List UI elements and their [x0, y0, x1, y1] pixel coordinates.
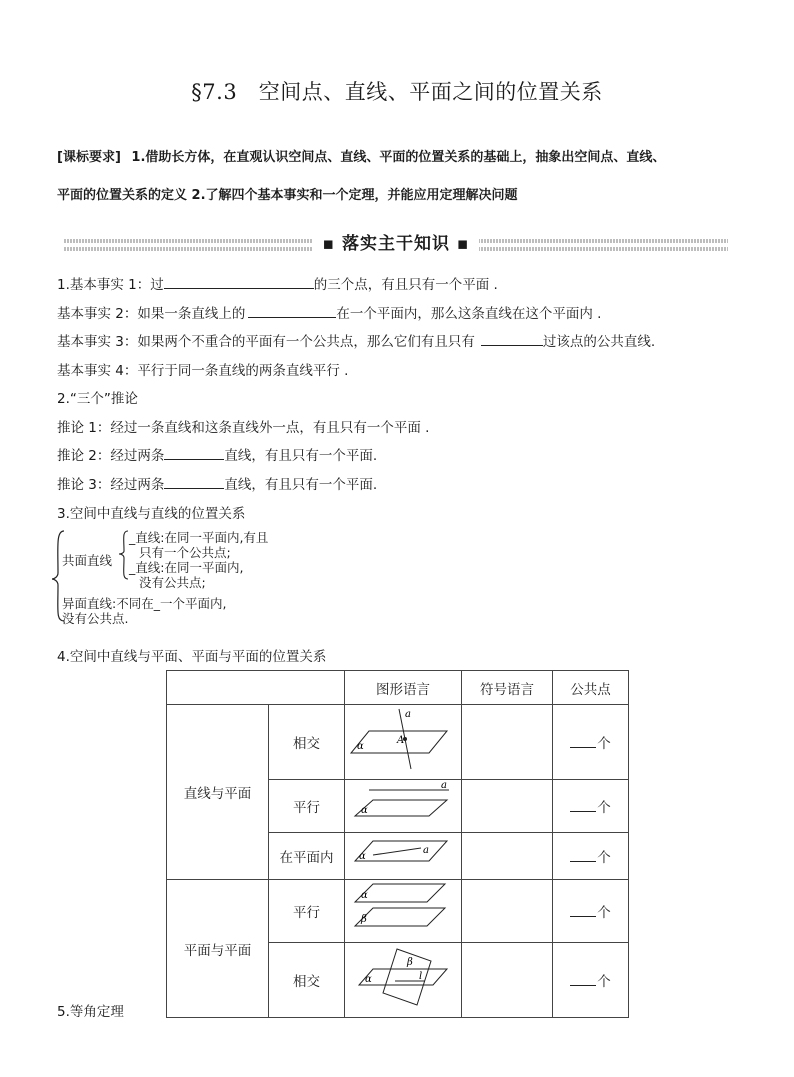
- figure-cell: [345, 880, 462, 943]
- parallel-line-2: 没有公共点;: [139, 575, 206, 590]
- corollaries-heading: 2.“三个”推论: [57, 391, 138, 407]
- parallel-line-1: _直线:在同一平面内,: [129, 560, 244, 575]
- skew-line-1: 异面直线:不同在_一个平面内,: [62, 596, 227, 611]
- table-row: [167, 880, 629, 943]
- header-common-points: 公共点: [553, 671, 629, 705]
- count-unit: 个: [597, 905, 611, 921]
- inner-brace: [119, 531, 128, 579]
- fact-3-post: 过该点的公共直线.: [542, 334, 656, 350]
- section-4-heading: 4.空间中直线与平面、平面与平面的位置关系: [57, 649, 327, 665]
- header-symbol: 符号语言: [462, 671, 553, 705]
- section-3-heading: 3.空间中直线与直线的位置关系: [57, 506, 246, 522]
- count-unit: 个: [597, 800, 611, 816]
- label-l: l: [419, 971, 423, 982]
- count-unit: 个: [597, 850, 611, 866]
- figure-cell: [345, 705, 462, 780]
- group-line-plane: 直线与平面: [167, 705, 269, 880]
- fact-1-blank[interactable]: [164, 276, 314, 289]
- count-unit: 个: [597, 736, 611, 752]
- figure-cell: [345, 833, 462, 880]
- label-alpha: α: [357, 741, 364, 752]
- line-in-plane-figure: [345, 833, 461, 875]
- corollary-3-blank[interactable]: [164, 476, 224, 489]
- corollary-2-blank[interactable]: [164, 447, 224, 460]
- page-title: §7.3 空间点、直线、平面之间的位置关系: [191, 80, 603, 104]
- label-beta: β: [361, 914, 367, 925]
- line-intersect-plane-figure: [345, 705, 461, 775]
- corollary-3: [57, 473, 377, 493]
- intersecting-line-1: _直线:在同一平面内,有且: [129, 530, 269, 545]
- requirements-line-1: [57, 146, 665, 165]
- figure-cell: [345, 780, 462, 833]
- table-row: [167, 705, 629, 780]
- row-label: 相交: [269, 705, 345, 780]
- symbol-cell[interactable]: [462, 780, 553, 833]
- fact-4: 基本事实 4：平行于同一条直线的两条直线平行 .: [57, 363, 349, 379]
- label-a: a: [405, 709, 411, 720]
- corollary-2-post: 直线，有且只有一个平面.: [224, 448, 378, 464]
- fact-2-post: 在一个平面内，那么这条直线在这个平面内 .: [336, 306, 602, 322]
- count-blank[interactable]: [570, 849, 596, 862]
- line-parallel-plane-figure: [345, 780, 461, 828]
- count-cell: [553, 780, 629, 833]
- section-band-title: 落实主干知识: [342, 234, 450, 254]
- row-label: 相交: [269, 943, 345, 1018]
- requirements-text-2: 平面的位置关系的定义 2.了解四个基本事实和一个定理，并能应用定理解决问题: [57, 188, 518, 203]
- coplanar-label: 共面直线: [62, 553, 113, 568]
- corollary-1: 推论 1：经过一条直线和这条直线外一点，有且只有一个平面 .: [57, 420, 430, 436]
- symbol-cell[interactable]: [462, 943, 553, 1018]
- symbol-cell[interactable]: [462, 705, 553, 780]
- count-blank[interactable]: [570, 735, 596, 748]
- fact-2: [57, 302, 601, 322]
- label-beta: β: [407, 957, 413, 968]
- label-alpha: α: [361, 890, 368, 901]
- fact-1-post: 的三个点，有且只有一个平面 .: [313, 277, 498, 293]
- count-unit: 个: [597, 974, 611, 990]
- label-alpha: α: [365, 974, 372, 985]
- row-label: 在平面内: [269, 833, 345, 880]
- label-A: A: [397, 735, 405, 746]
- group-plane-plane: 平面与平面: [167, 880, 269, 1018]
- section-band: ▪ 落实主干知识 ▪: [64, 229, 728, 255]
- requirements-tag: [课标要求]: [57, 150, 121, 165]
- intersecting-line-2: 只有一个公共点;: [139, 545, 231, 560]
- corollary-3-post: 直线，有且只有一个平面.: [224, 477, 378, 493]
- label-a: a: [441, 780, 447, 791]
- fact-3: [57, 330, 655, 350]
- count-cell: [553, 880, 629, 943]
- symbol-cell[interactable]: [462, 833, 553, 880]
- fact-1-pre: 1.基本事实 1：过: [57, 277, 164, 293]
- count-blank[interactable]: [570, 799, 596, 812]
- header-figure: 图形语言: [345, 671, 462, 705]
- symbol-cell[interactable]: [462, 880, 553, 943]
- count-blank[interactable]: [570, 973, 596, 986]
- row-label: 平行: [269, 780, 345, 833]
- row-label: 平行: [269, 880, 345, 943]
- label-a: a: [423, 845, 429, 856]
- fact-2-pre: 基本事实 2：如果一条直线上的: [57, 306, 246, 322]
- label-alpha: α: [359, 851, 366, 862]
- count-blank[interactable]: [570, 904, 596, 917]
- table-corner-cell: [167, 671, 345, 705]
- position-relation-table: [166, 670, 629, 1018]
- count-cell: [553, 943, 629, 1018]
- figure-cell: [345, 943, 462, 1018]
- plane-parallel-plane-figure: [345, 880, 461, 938]
- requirements-text-1: 1.借助长方体，在直观认识空间点、直线、平面的位置关系的基础上，抽象出空间点、直线、: [131, 150, 666, 165]
- count-cell: [553, 705, 629, 780]
- table-header-row: [167, 671, 629, 705]
- corollary-3-pre: 推论 3：经过两条: [57, 477, 165, 493]
- fact-3-blank[interactable]: [481, 333, 543, 346]
- skew-line-2: 没有公共点.: [62, 611, 129, 626]
- plane-intersect-plane-figure: [345, 943, 461, 1013]
- corollary-2: [57, 444, 377, 464]
- section-5-heading: 5.等角定理: [57, 1004, 124, 1020]
- fact-2-blank[interactable]: [248, 305, 336, 318]
- corollary-2-pre: 推论 2：经过两条: [57, 448, 165, 464]
- label-alpha: α: [361, 805, 368, 816]
- fact-1: [57, 273, 498, 293]
- count-cell: [553, 833, 629, 880]
- fact-3-pre: 基本事实 3：如果两个不重合的平面有一个公共点，那么它们有且只有: [57, 334, 475, 350]
